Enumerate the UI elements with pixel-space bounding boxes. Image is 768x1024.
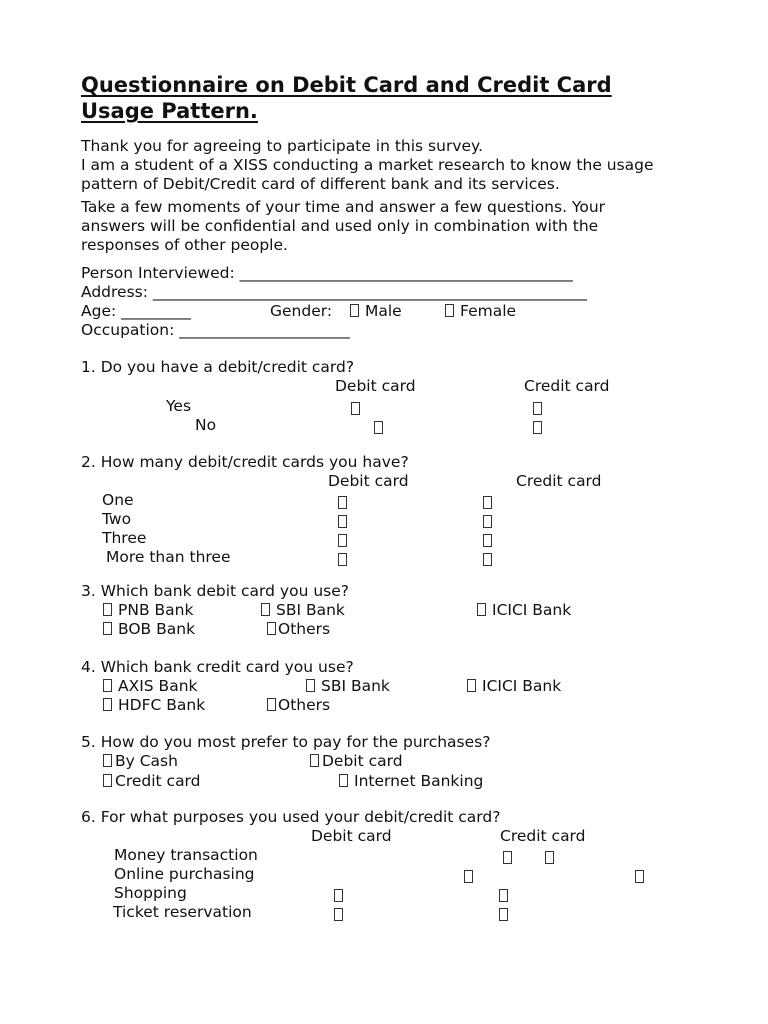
q6-col-debit: Debit card	[311, 827, 392, 845]
checkbox[interactable]	[261, 603, 270, 616]
q1-yes-credit-checkbox[interactable]	[533, 402, 542, 415]
q4-option-hdfc[interactable]: HDFC Bank	[103, 696, 205, 715]
q1-question: 1. Do you have a debit/credit card?	[81, 358, 355, 376]
q6-col-credit: Credit card	[500, 827, 586, 845]
occupation-field[interactable]: Occupation: ______________________	[81, 321, 350, 339]
q2-one-debit-checkbox[interactable]	[338, 496, 347, 509]
q1-no-credit-checkbox[interactable]	[533, 421, 542, 434]
q2-question: 2. How many debit/credit cards you have?	[81, 453, 409, 471]
q6-row-ticket-reservation: Ticket reservation	[113, 903, 252, 921]
intro-p2-line2: answers will be confidential and used only in combination with the	[81, 217, 599, 235]
q6-question: 6. For what purposes you used your debit/credit card?	[81, 808, 501, 826]
q6-row-shopping: Shopping	[114, 884, 187, 902]
q6-shopping-debit-checkbox[interactable]	[334, 889, 343, 902]
intro-p2-line1: Take a few moments of your time and answer a few questions. Your	[81, 198, 606, 216]
q1-no-debit-checkbox[interactable]	[374, 421, 383, 434]
q2-row-three: Three	[102, 529, 147, 547]
q2-three-credit-checkbox[interactable]	[483, 534, 492, 547]
q4-option-others[interactable]: Others	[267, 696, 330, 715]
q5-option-cash[interactable]: By Cash	[103, 752, 178, 771]
intro-p2-line3: responses of other people.	[81, 236, 288, 254]
intro-line3: pattern of Debit/Credit card of different bank and its services.	[81, 175, 560, 193]
checkbox[interactable]	[103, 774, 112, 787]
checkbox[interactable]	[306, 679, 315, 692]
checkbox[interactable]	[267, 622, 276, 635]
page-title-line2: Usage Pattern.	[81, 99, 258, 123]
q4-option-sbi[interactable]: SBI Bank	[306, 677, 390, 696]
q6-ticket-debit-checkbox[interactable]	[334, 908, 343, 921]
q3-option-icici[interactable]: ICICI Bank	[477, 601, 571, 620]
gender-label: Gender:	[270, 302, 333, 320]
q1-yes-debit-checkbox[interactable]	[351, 402, 360, 415]
q6-shopping-credit-checkbox[interactable]	[499, 889, 508, 902]
q4-question: 4. Which bank credit card you use?	[81, 658, 354, 676]
checkbox[interactable]	[267, 698, 276, 711]
q1-col-debit: Debit card	[335, 377, 416, 395]
q6-money-credit-checkbox[interactable]	[545, 851, 554, 864]
q6-money-debit-checkbox[interactable]	[503, 851, 512, 864]
checkbox[interactable]	[103, 603, 112, 616]
checkbox[interactable]	[103, 754, 112, 767]
q2-col-debit: Debit card	[328, 472, 409, 490]
person-interviewed-field[interactable]: Person Interviewed: ___________________________________________	[81, 264, 573, 282]
q4-option-icici[interactable]: ICICI Bank	[467, 677, 561, 696]
q6-ticket-credit-checkbox[interactable]	[499, 908, 508, 921]
q6-row-money-transaction: Money transaction	[114, 846, 258, 864]
checkbox[interactable]	[467, 679, 476, 692]
checkbox[interactable]	[103, 622, 112, 635]
checkbox[interactable]	[350, 304, 359, 317]
q3-option-others[interactable]: Others	[267, 620, 330, 639]
q6-online-credit-checkbox[interactable]	[635, 870, 644, 883]
q1-row-yes: Yes	[166, 397, 192, 415]
checkbox[interactable]	[477, 603, 486, 616]
checkbox[interactable]	[339, 774, 348, 787]
q5-option-debit[interactable]: Debit card	[310, 752, 403, 771]
q2-row-one: One	[102, 491, 134, 509]
q2-more-credit-checkbox[interactable]	[483, 553, 492, 566]
q1-row-no: No	[195, 416, 217, 434]
q5-option-credit[interactable]: Credit card	[103, 772, 201, 791]
q1-col-credit: Credit card	[524, 377, 610, 395]
q6-row-online-purchasing: Online purchasing	[114, 865, 255, 883]
gender-female-option[interactable]: Female	[445, 302, 516, 321]
q3-option-sbi[interactable]: SBI Bank	[261, 601, 345, 620]
q2-two-credit-checkbox[interactable]	[483, 515, 492, 528]
page-title-line1: Questionnaire on Debit Card and Credit Card	[81, 73, 612, 97]
q6-online-debit-checkbox[interactable]	[464, 870, 473, 883]
q2-row-more-than-three: More than three	[106, 548, 231, 566]
q3-option-pnb[interactable]: PNB Bank	[103, 601, 193, 620]
q2-row-two: Two	[102, 510, 132, 528]
checkbox[interactable]	[103, 679, 112, 692]
checkbox[interactable]	[103, 698, 112, 711]
age-field[interactable]: Age: _________	[81, 302, 191, 320]
q2-more-debit-checkbox[interactable]	[338, 553, 347, 566]
q2-one-credit-checkbox[interactable]	[483, 496, 492, 509]
checkbox[interactable]	[445, 304, 454, 317]
q2-three-debit-checkbox[interactable]	[338, 534, 347, 547]
gender-male-option[interactable]: Male	[350, 302, 402, 321]
q4-option-axis[interactable]: AXIS Bank	[103, 677, 198, 696]
q2-col-credit: Credit card	[516, 472, 602, 490]
q5-option-internet-banking[interactable]: Internet Banking	[339, 772, 483, 791]
address-field[interactable]: Address: ________________________________________________________	[81, 283, 587, 301]
intro-line2: I am a student of a XISS conducting a market research to know the usage	[81, 156, 654, 174]
checkbox[interactable]	[310, 754, 319, 767]
q2-two-debit-checkbox[interactable]	[338, 515, 347, 528]
q3-option-bob[interactable]: BOB Bank	[103, 620, 195, 639]
q3-question: 3. Which bank debit card you use?	[81, 582, 349, 600]
q5-question: 5. How do you most prefer to pay for the purchases?	[81, 733, 491, 751]
intro-thanks: Thank you for agreeing to participate in this survey.	[81, 137, 483, 155]
